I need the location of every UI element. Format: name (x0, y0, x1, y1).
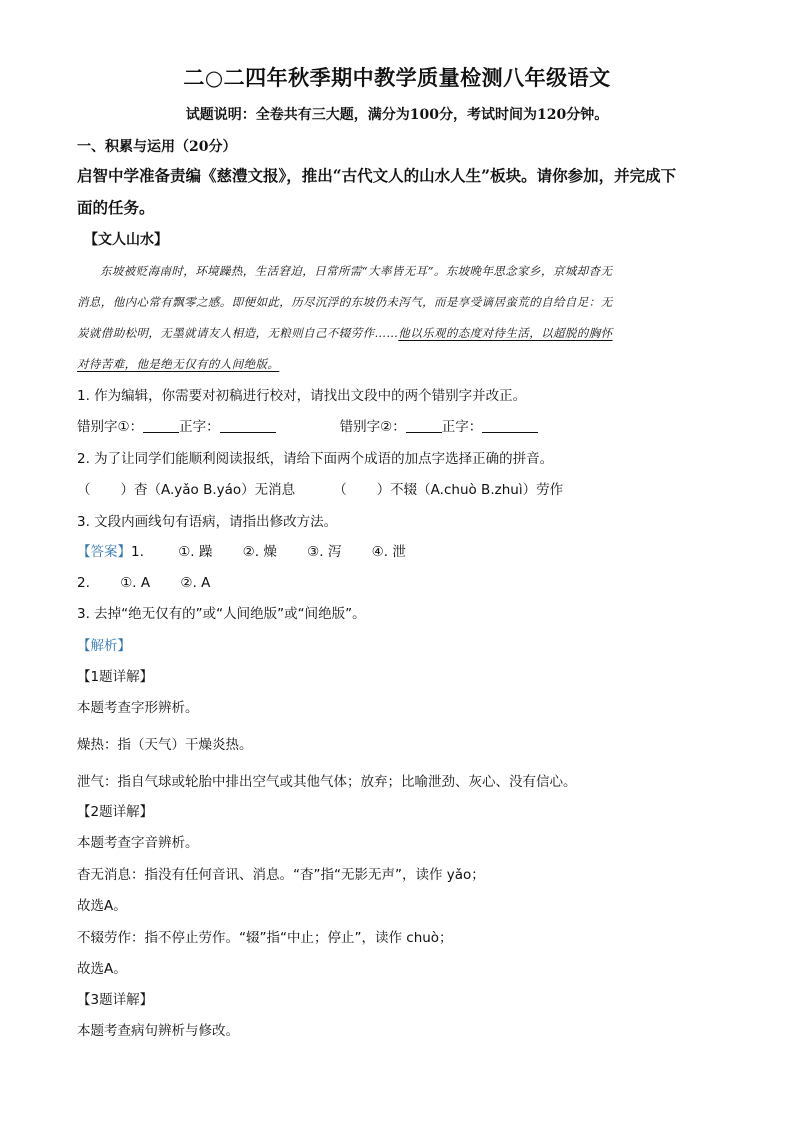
passage-line-2: 消息，他内心常有飘零之感。即便如此，历尽沉浮的东坡仍未泻气，而是享受谪居蛮荒的自给自足：无 (77, 295, 613, 309)
underlined-sentence-part-1: 他以乐观的态度对待生活，以超脱的胸怀 (398, 326, 613, 340)
choice-1-open-paren: （ (77, 482, 91, 498)
task-intro-line-2: 面的任务。 (77, 198, 155, 217)
section-heading: 一、积累与运用（20分） (77, 139, 237, 155)
analysis-q3-heading: 【3题详解】 (77, 992, 154, 1008)
wrong-char-2-blank[interactable] (406, 418, 442, 433)
answer-label: 【答案】 (77, 544, 131, 560)
analysis-line: 杳无消息：指没有任何音讯、消息。“杳”指“无影无声”，读作 yǎo； (77, 867, 485, 883)
correct-char-1-blank[interactable] (220, 418, 276, 433)
analysis-label: 【解析】 (77, 638, 131, 654)
passage-line-3-plain: 炭就借助松明，无墨就请友人相造，无粮则自己不辍劳作…… (77, 326, 399, 340)
choice-1-text: ）杳（A.yǎo B.yáo）无消息 (120, 482, 296, 498)
task-intro-line-1: 启智中学准备责编《慈澧文报》，推出“古代文人的山水人生”板块。请你参加，并完成下 (77, 166, 677, 185)
passage-line-4 (77, 356, 717, 372)
analysis-line: 燥热：指（天气）干燥炎热。 (77, 737, 253, 753)
analysis-line: 不辍劳作：指不停止劳作。“辍”指“中止；停止”，读作 chuò； (77, 930, 453, 946)
wrong-char-1-label: 错别字①： (77, 419, 144, 435)
answer-1-item: ③. 泻 (307, 544, 342, 560)
analysis-line: 本题考查病句辨析与修改。 (77, 1023, 239, 1039)
choice-2-text: ）不辍（A.chuò B.zhuì）劳作 (376, 482, 564, 498)
correct-char-2-label: 正字： (441, 419, 483, 435)
choice-2-open-paren: （ (333, 482, 347, 498)
analysis-line: 故选A。 (77, 898, 127, 914)
correct-char-1-label: 正字： (179, 419, 220, 435)
passage-line-1: 东坡被贬海南时，环境躁热，生活窘迫，日常所需“大率皆无耳”。东坡晚年思念家乡，京城却杳无 (100, 264, 613, 278)
answer-1-item: ④. 泄 (371, 544, 406, 560)
passage-line-3 (77, 325, 717, 341)
analysis-q2-heading: 【2题详解】 (77, 804, 154, 820)
analysis-q1-heading: 【1题详解】 (77, 669, 154, 685)
answer-2-item: ②. A (180, 575, 211, 591)
wrong-char-1-blank[interactable] (143, 418, 179, 433)
answer-2-item: ①. A (120, 575, 151, 591)
answer-2-number: 2. (77, 575, 90, 591)
question-3: 3. 文段内画线句有语病，请指出修改方法。 (77, 514, 338, 530)
exam-instructions: 试题说明：全卷共有三大题，满分为100分，考试时间为120分钟。 (185, 107, 609, 123)
analysis-line: 本题考查字音辨析。 (77, 835, 199, 851)
underlined-sentence-part-2: 对待苦难，他是绝无仅有的人间绝版。 (77, 357, 280, 371)
wrong-char-2-label: 错别字②： (339, 419, 406, 435)
answer-row-3: 3. 去掉“绝无仅有的”或“人间绝版”或“间绝版”。 (77, 606, 366, 622)
analysis-line: 本题考查字形辨析。 (77, 700, 199, 716)
question-1-blanks (77, 417, 538, 437)
answer-row-1 (77, 542, 406, 562)
answer-1-item: ②. 燥 (242, 544, 277, 560)
question-2: 2. 为了让同学们能顺利阅读报纸，请给下面两个成语的加点字选择正确的拼音。 (77, 451, 554, 467)
exam-title: 二○二四年秋季期中教学质量检测八年级语文 (183, 65, 611, 90)
correct-char-2-blank[interactable] (482, 418, 538, 433)
question-1: 1. 作为编辑，你需要对初稿进行校对，请找出文段中的两个错别字并改正。 (77, 388, 527, 404)
passage-box-title: 【文人山水】 (84, 232, 168, 248)
analysis-line: 泄气：指自气球或轮胎中排出空气或其他气体；放弃；比喻泄劲、灰心、没有信心。 (77, 774, 577, 790)
question-2-options (77, 480, 563, 500)
answer-1-number: 1. (131, 544, 144, 560)
analysis-line: 故选A。 (77, 961, 127, 977)
answer-row-2 (77, 573, 210, 593)
answer-1-item: ①. 躁 (178, 544, 213, 560)
